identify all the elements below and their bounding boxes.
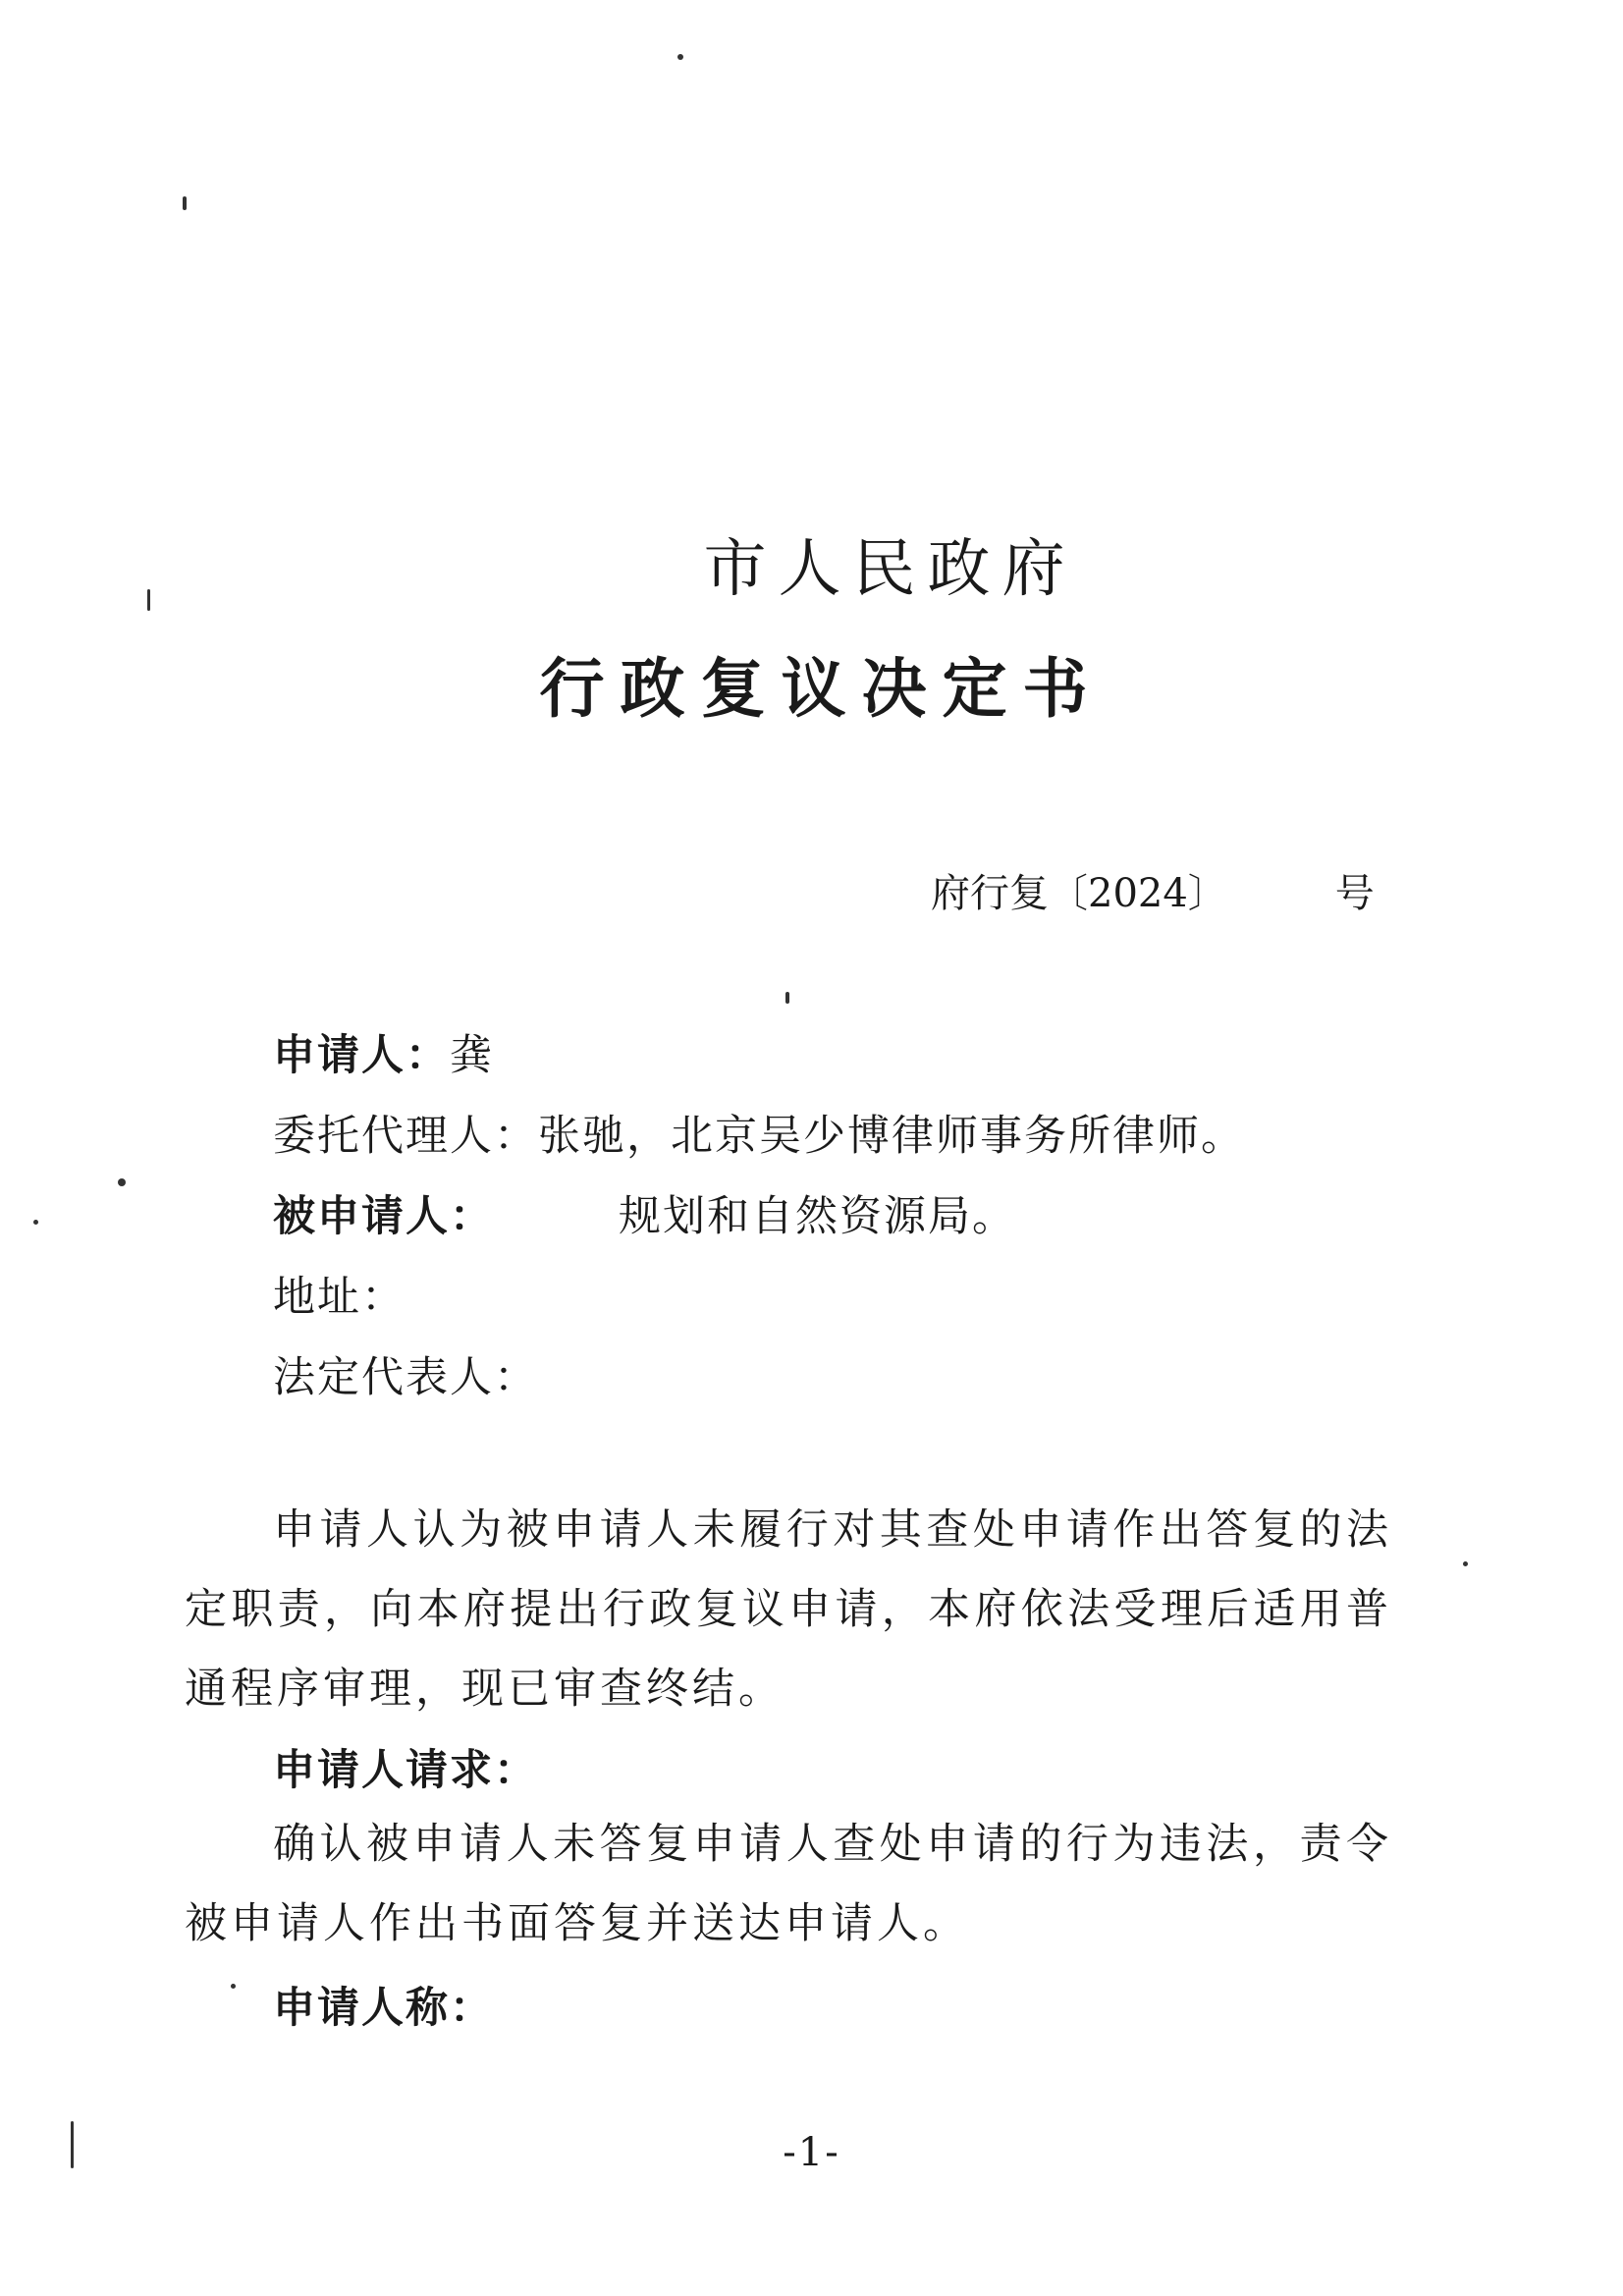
- scan-speck: [183, 196, 187, 210]
- address-row: [273, 1273, 406, 1322]
- claim-heading: 申请人称：: [273, 1984, 494, 2033]
- scan-speck: [33, 1220, 38, 1225]
- agent-row: [273, 1112, 1245, 1161]
- scan-speck: [71, 2121, 74, 2168]
- scan-speck: [231, 1984, 236, 1989]
- legal-representative-label: 法定代表人：: [273, 1353, 538, 1402]
- scan-speck: [785, 992, 789, 1004]
- document-number: [931, 871, 1375, 916]
- document-title: 行政复议决定书: [539, 650, 1104, 727]
- applicant-row: [273, 1031, 494, 1080]
- applicant-label: 申请人：: [273, 1031, 450, 1080]
- agent-label: 委托代理人：: [273, 1112, 538, 1161]
- document-number-suffix: 号: [1334, 871, 1375, 916]
- applicant-value: 龚: [450, 1031, 494, 1080]
- intro-paragraph: 申请人认为被申请人未履行对其查处申请作出答复的法定职责，向本府提出行政复议申请，本府依法受理后适用普通程序审理，现已审查终结。: [185, 1505, 1392, 1714]
- request-heading: 申请人请求：: [273, 1746, 538, 1795]
- request-paragraph: 确认被申请人未答复申请人查处申请的行为违法，责令被申请人作出书面答复并送达申请人。: [185, 1820, 1392, 1948]
- scan-speck: [677, 54, 683, 60]
- legal-representative-row: [273, 1353, 538, 1402]
- document-number-prefix: 府行复〔2024〕: [931, 871, 1227, 916]
- respondent-label: 被申请人：: [273, 1192, 494, 1241]
- scan-speck: [1463, 1561, 1468, 1566]
- page-number: -1-: [783, 2130, 840, 2175]
- agent-value: 张驰，北京吴少博律师事务所律师。: [538, 1112, 1245, 1161]
- respondent-value: 规划和自然资源局。: [619, 1192, 1016, 1241]
- respondent-label-row: [273, 1192, 494, 1241]
- address-label: 地址：: [273, 1273, 406, 1322]
- scan-speck: [147, 589, 150, 611]
- scan-speck: [118, 1178, 126, 1186]
- issuing-authority: 市人民政府: [703, 533, 1077, 606]
